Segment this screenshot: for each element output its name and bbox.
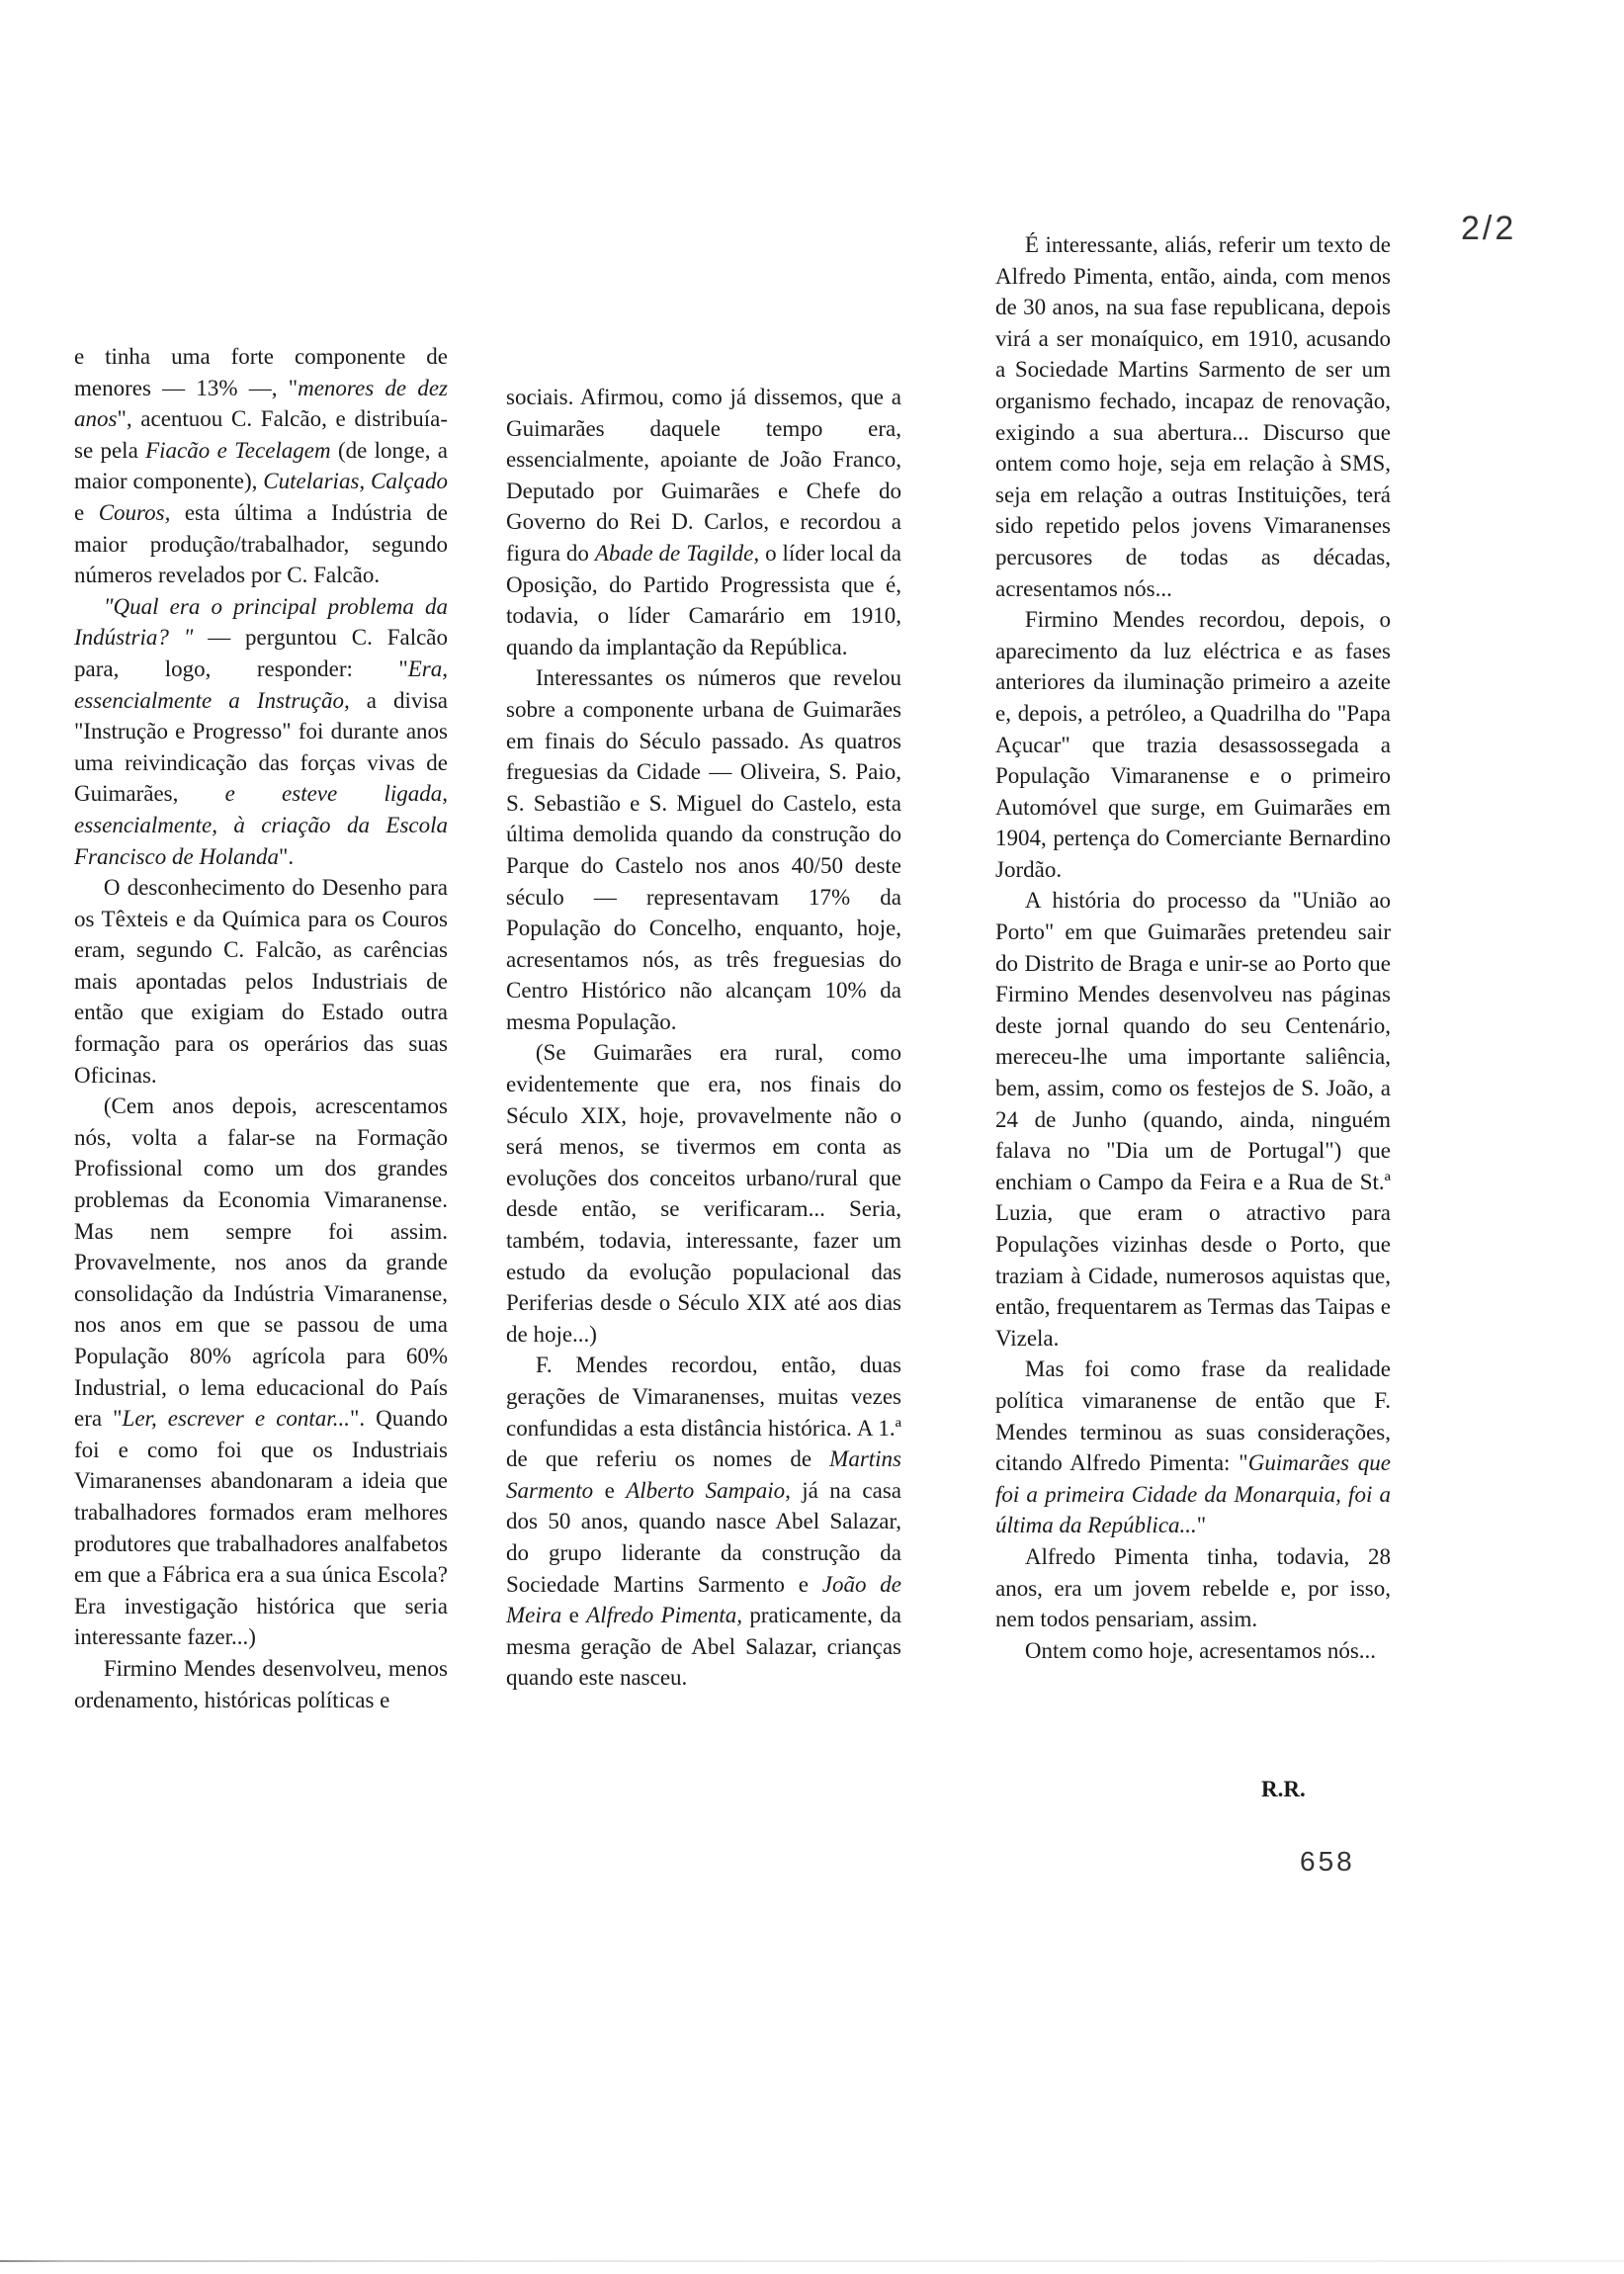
text-run: (Cem anos depois, acrescentamos nós, volta a falar-se na Formação Profissional como um dos grandes problemas da Economia Vimaranense. Mas nem sempre foi assim. Provavelmente, nos anos da grande consolidação da Indústria Vimaranense, nos anos em que se passou de uma População 80% agrícola para 60% Industrial, o lema educacional do País era "	[74, 1093, 448, 1432]
article-paragraph	[74, 1653, 448, 1715]
text-run: praticamente, da mesma geração de Abel Salazar, crianças quando este nasceu.	[506, 1603, 901, 1691]
article-column-1	[74, 341, 448, 1715]
article-paragraph	[995, 229, 1391, 604]
text-run: F. Mendes recordou, então, duas gerações de Vimaranenses, muitas vezes confundidas a esta distância histórica. A 1.ª de que referiu os nomes de	[506, 1353, 901, 1472]
article-paragraph	[506, 1037, 901, 1350]
text-run: A história do processo da "União ao Porto" em que Guimarães pretendeu sair do Distrito de Braga e unir-se ao Porto que Firmino Mendes desenvolveu nas páginas deste jornal quando do seu Centenário, mereceu-lhe uma importante saliência, bem, assim, como os festejos de S. João, a 24 de Junho (quando, ainda, ninguém falava no "Dia um de Portugal") que enchiam o Campo da Feira e a Rua de St.ª Luzia, que eram o atractivo para Populações vizinhas desde o Porto, que traziam à Cidade, numerosos aquistas que, então, frequentarem as Termas das Taipas e Vizela.	[995, 888, 1391, 1351]
text-run: e	[561, 1603, 587, 1628]
article-paragraph	[506, 662, 901, 1037]
text-run: o líder local da Oposição, do Partido Progressista que é, todavia, o líder Camarário em 1910, quando da implantação da República.	[506, 540, 901, 659]
article-paragraph	[506, 382, 901, 662]
article-column-3	[995, 229, 1391, 1666]
italic-text-run: e esteve ligada, essencialmente, à criação da Escola Francisco de Holanda	[74, 781, 448, 869]
text-run: (Se Guimarães era rural, como evidentemente que era, nos finais do Século XIX, hoje, provavelmente não o será menos, se tivermos em conta as evoluções dos conceitos urbano/rural que desde então, se verificaram... Seria, também, todavia, interessante, fazer um estudo da evolução populacional das Periferias desde o Século XIX até aos dias de hoje...)	[506, 1040, 901, 1347]
article-paragraph	[74, 341, 448, 591]
text-run: Mas foi como frase da realidade política vimaranense de então que F. Mendes terminou as suas considerações, citando Alfredo Pimenta: "	[995, 1356, 1391, 1476]
text-run: Alfredo Pimenta tinha, todavia, 28 anos, era um jovem rebelde e, por isso, nem todos pensariam, assim.	[995, 1543, 1391, 1632]
article-paragraph	[995, 885, 1391, 1354]
text-run: e tinha uma forte componente de menores — 13% —, "	[74, 344, 448, 400]
article-paragraph	[74, 1091, 448, 1653]
text-run: Ontem como hoje, acresentamos nós...	[1024, 1637, 1377, 1663]
text-run: (de longe, a maior componente),	[74, 437, 449, 494]
italic-text-run: Era, essencialmente a Instrução,	[74, 656, 448, 713]
italic-text-run: menores de dez anos	[74, 375, 448, 432]
italic-text-run: Cutelarias, Calçado	[263, 469, 448, 494]
text-run: — perguntou C. Falcão para, logo, responder: "	[74, 625, 448, 681]
text-run: O desconhecimento do Desenho para os Têxteis e da Química para os Couros eram, segundo C. Falcão, as carências mais apontadas pelos Industriais de então que exigiam do Estado outra formação para os operários das suas Oficinas.	[74, 875, 448, 1088]
text-run: sociais. Afirmou, como já dissemos, que a Guimarães daquele tempo era, essencialmente, apoiante de João Franco, Deputado por Guimarães e Chefe do Governo do Rei D. Carlos, e recordou a figura do	[506, 385, 901, 566]
text-run: Firmino Mendes desenvolveu, menos ordenamento, históricas políticas e	[74, 1655, 448, 1712]
text-run: "	[1196, 1513, 1207, 1538]
page-label-top: 2/2	[1461, 210, 1517, 247]
text-run: Firmino Mendes recordou, depois, o aparecimento da luz eléctrica e as fases anteriores da iluminação primeiro a azeite e, depois, a petróleo, a Quadrilha do "Papa Açucar" que trazia desassossegada a População Vimaranense e o primeiro Automóvel que surge, em Guimarães em 1904, pertença do Comerciante Bernardino Jordão.	[995, 607, 1391, 882]
italic-text-run: Couros,	[98, 499, 171, 525]
text-run: já na casa dos 50 anos, quando nasce Abel Salazar, do grupo liderante da construção da Sociedade Martins Sarmento e	[506, 1477, 901, 1597]
scan-edge-line	[0, 2260, 1624, 2262]
article-paragraph	[995, 1635, 1391, 1667]
italic-text-run: Guimarães que foi a primeira Cidade da Monarquia, foi a última da República...	[995, 1450, 1391, 1538]
text-run: ".	[278, 843, 295, 869]
author-signature: R.R.	[1261, 1777, 1306, 1801]
text-run: e	[74, 499, 99, 525]
italic-text-run: Ler, escrever e contar...	[122, 1406, 350, 1432]
text-run: ". Quando foi e como foi que os Industriais Vimaranenses abandonaram a ideia que trabalhadores formados eram melhores produtores que trabalhadores analfabetos em que a Fábrica era a sua única Escola? Era investigação histórica que seria interessante fazer...)	[74, 1406, 448, 1650]
article-paragraph	[995, 604, 1391, 885]
italic-text-run: Alfredo Pimenta,	[586, 1603, 743, 1628]
italic-text-run: Fiacão e Tecelagem	[145, 437, 331, 463]
text-run: esta última a Indústria de maior produção/trabalhador, segundo números revelados por C. Falcão.	[74, 499, 448, 588]
italic-text-run: Abade de Tagilde,	[594, 540, 760, 566]
article-paragraph	[995, 1541, 1391, 1635]
page-number: 658	[1300, 1846, 1355, 1877]
text-run: Interessantes os números que revelou sobre a componente urbana de Guimarães em finais do Século passado. As quatros freguesias da Cidade — Oliveira, S. Paio, S. Sebastião e S. Miguel do Castelo, esta última demolida quando da construção do Parque do Castelo nos anos 40/50 deste século — representavam 17% da População do Concelho, enquanto, hoje, acresentamos nós, as três freguesias do Centro Histórico não alcançam 10% da mesma População.	[506, 665, 901, 1034]
text-run: e	[593, 1477, 627, 1503]
text-run: É interessante, aliás, referir um texto de Alfredo Pimenta, então, ainda, com menos de 30 anos, na sua fase republicana, depois virá a ser monaíquico, em 1910, acusando a Sociedade Martins Sarmento de ser um organismo fechado, incapaz de renovação, exigindo a sua abertura... Discurso que ontem como hoje, seja em relação à SMS, seja em relação a outras Instituições, terá sido repetido pelos jovens Vimaranenses percusores de todas as décadas, acresentamos nós...	[995, 232, 1391, 601]
article-paragraph	[995, 1354, 1391, 1541]
article-paragraph	[506, 1350, 901, 1694]
article-column-2	[506, 382, 901, 1694]
italic-text-run: Martins Sarmento	[506, 1446, 901, 1503]
italic-text-run: João de Meira	[506, 1571, 901, 1628]
text-run: ", acentuou C. Falcão, e distribuía-se pela	[74, 406, 448, 463]
italic-text-run: Alberto Sampaio,	[626, 1477, 791, 1503]
article-paragraph	[74, 872, 448, 1091]
text-run: a divisa "Instrução e Progresso" foi durante anos uma reivindicação das forças vivas de Guimarães,	[74, 687, 448, 807]
article-paragraph	[74, 591, 448, 872]
italic-text-run: "Qual era o principal problema da Indústria? "	[74, 593, 448, 651]
